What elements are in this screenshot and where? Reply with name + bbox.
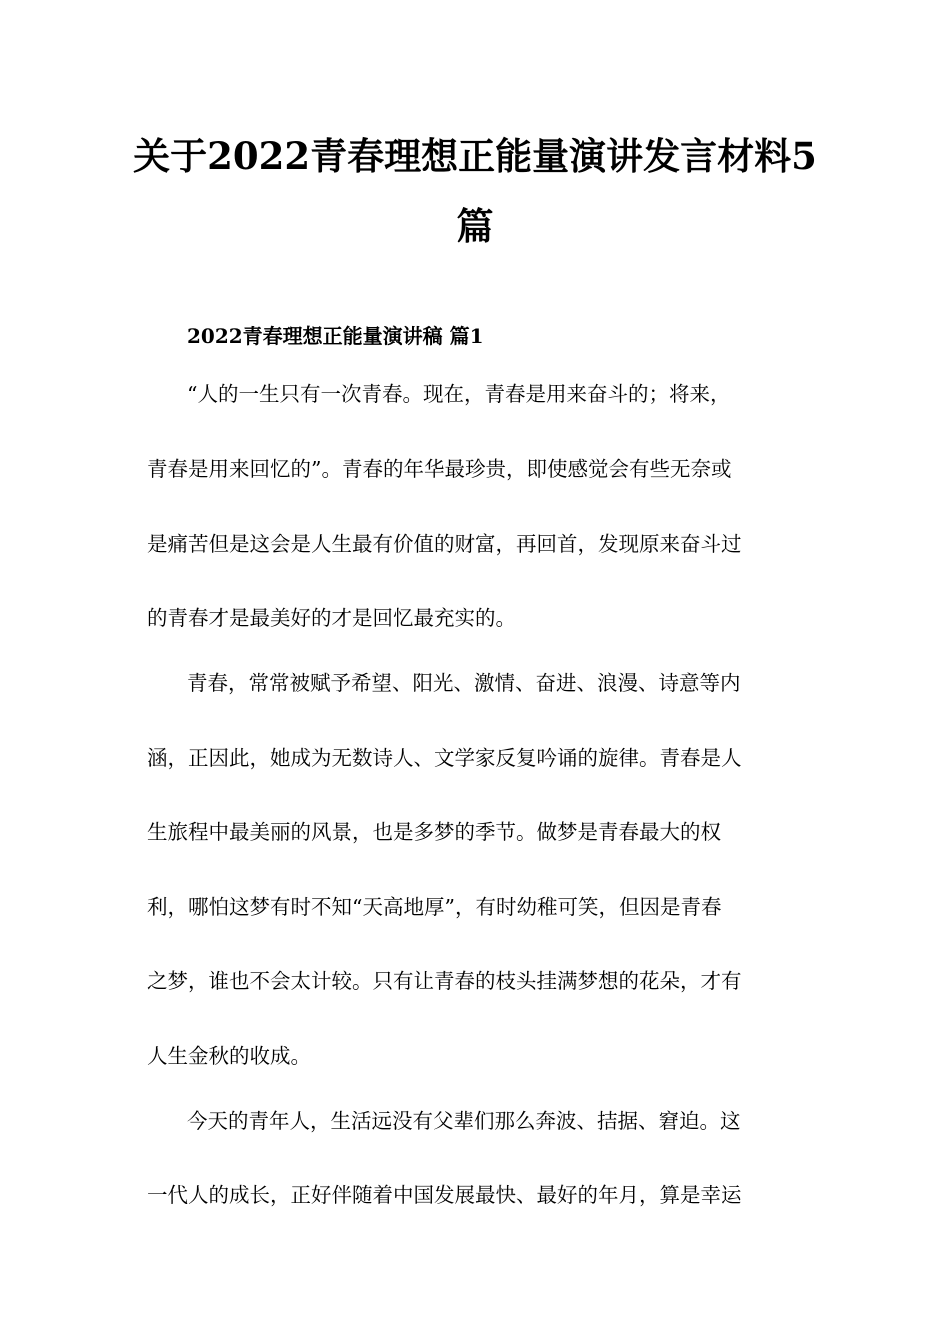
document-title-line-1: 关于2022青春理想正能量演讲发言材料5 (133, 134, 817, 178)
paragraph-1-line-2: 青春是用来回忆的”。青春的年华最珍贵，即使感觉会有些无奈或 (147, 457, 732, 481)
paragraph-1-line-3: 是痛苦但是这会是人生最有价值的财富，再回首，发现原来奋斗过 (147, 532, 742, 556)
paragraph-2-line-5: 之梦，谁也不会太计较。只有让青春的枝头挂满梦想的花朵，才有 (147, 969, 742, 993)
paragraph-3-line-2: 一代人的成长，正好伴随着中国发展最快、最好的年月，算是幸运 (147, 1183, 742, 1207)
paragraph-2-line-6: 人生金秋的收成。 (147, 1044, 311, 1068)
paragraph-2-line-4: 利，哪怕这梦有时不知“天高地厚”，有时幼稚可笑，但因是青春 (147, 895, 722, 919)
paragraph-2-line-2: 涵，正因此，她成为无数诗人、文学家反复吟诵的旋律。青春是人 (147, 746, 742, 770)
paragraph-1-line-1: “人的一生只有一次青春。现在，青春是用来奋斗的；将来， (187, 382, 731, 406)
paragraph-3-line-1: 今天的青年人，生活远没有父辈们那么奔波、拮据、窘迫。这 (187, 1109, 741, 1133)
paragraph-1-line-4: 的青春才是最美好的才是回忆最充实的。 (147, 606, 516, 630)
document-title-line-2: 篇 (456, 204, 494, 248)
paragraph-2-line-1: 青春，常常被赋予希望、阳光、激情、奋进、浪漫、诗意等内 (187, 671, 741, 695)
paragraph-2-line-3: 生旅程中最美丽的风景，也是多梦的季节。做梦是青春最大的权 (147, 820, 721, 844)
section-heading: 2022青春理想正能量演讲稿 篇1 (187, 324, 484, 348)
